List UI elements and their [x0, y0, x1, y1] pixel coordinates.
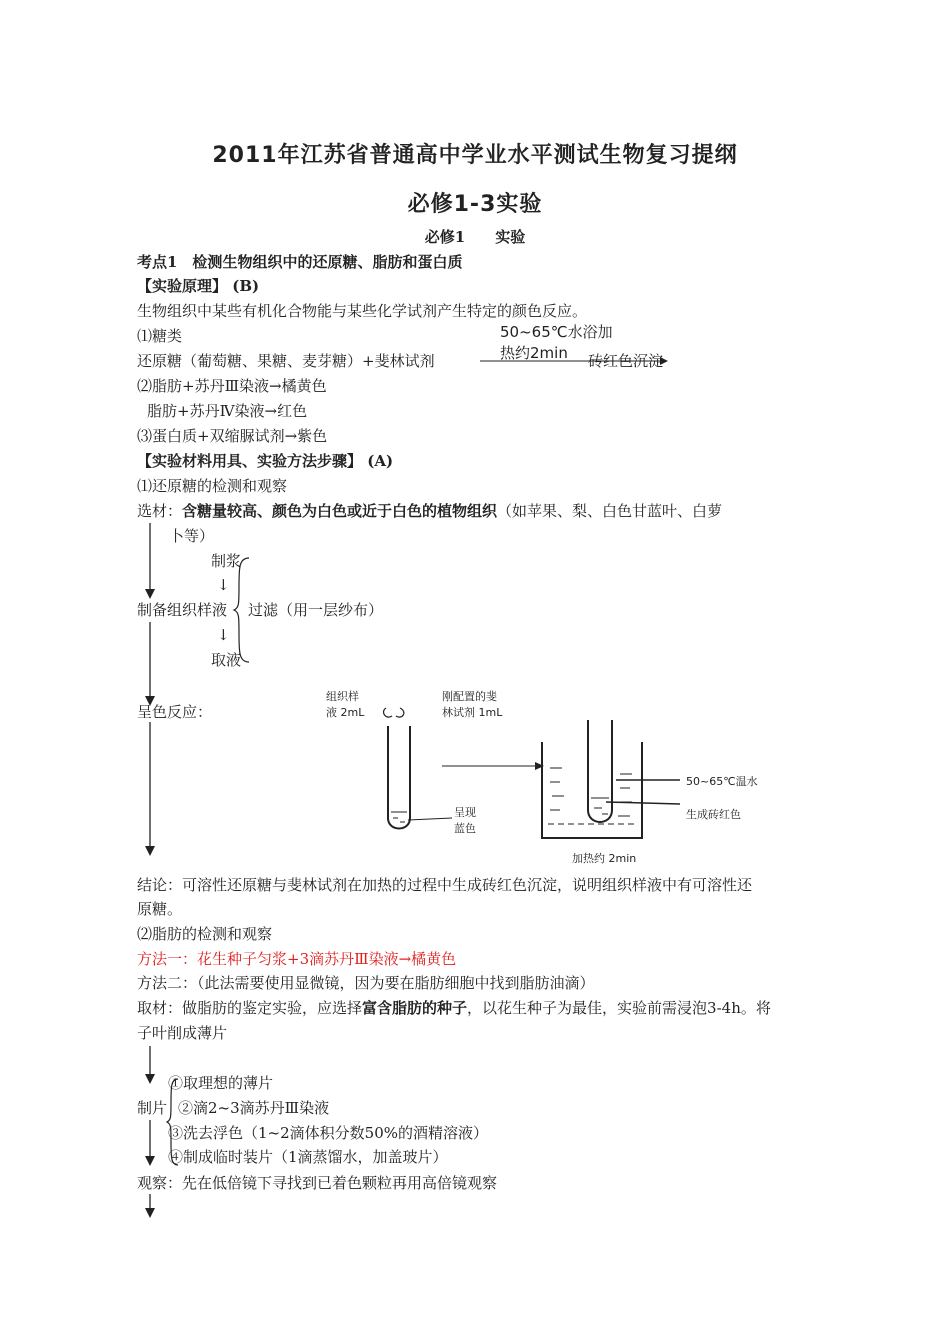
take-rest-2: 子叶削成薄片 [137, 1024, 228, 1042]
test-tube-figure [380, 690, 680, 860]
sugar-reaction: 还原糖（葡萄糖、果糖、麦芽糖）+斐林试剂 [137, 352, 435, 370]
sugar-result: 砖红色沉淀 [588, 352, 664, 370]
fig-label-heat: 加热约 2min [572, 852, 637, 865]
section-heading: 必修1 实验 [424, 228, 526, 246]
principle-heading: 【实验原理】 (B) [137, 277, 260, 295]
fig-label-precipitate: 生成砖红色 [686, 808, 741, 821]
page-subtitle: 必修1-3实验 [407, 192, 543, 217]
select-line [137, 501, 722, 521]
sugar-detect-title: ⑴还原糖的检测和观察 [137, 477, 288, 495]
method-two: 方法二：（此法需要使用显微镜，因为要在脂肪细胞中找到脂肪油滴） [137, 974, 595, 992]
flow-arrow-down-1: ↓ [217, 576, 230, 594]
materials-heading: 【实验材料用具、实验方法步骤】 (A) [137, 452, 394, 470]
sugar-condition-bottom: 热约2min [500, 344, 568, 362]
fig-label-blue: 呈现 [454, 806, 476, 819]
fig-label-blue-b: 蓝色 [454, 822, 476, 835]
sugar-condition-top: 50~65℃水浴加 [500, 323, 613, 341]
flow-arrow-1 [144, 523, 156, 601]
select-label: 选材： [137, 502, 183, 520]
color-reaction-label: 呈色反应： [137, 703, 213, 721]
fig-label-reagent-b: 林试剂 1mL [442, 706, 503, 719]
flow-arrow-3 [144, 722, 156, 860]
fig-label-sample: 组织样 [326, 690, 359, 703]
flow-step-3: 取液 [211, 651, 242, 669]
slice-step-1: ①取理想的薄片 [168, 1074, 274, 1092]
conclusion-line-2: 原糖。 [137, 900, 183, 918]
flow-step-1: 制浆 [211, 552, 242, 570]
fat-detect-title: ⑵脂肪的检测和观察 [137, 925, 273, 943]
flow-arrow-2 [144, 622, 156, 708]
take-label: 取材：做脂肪的鉴定实验，应选择 [137, 999, 363, 1017]
take-rest: ，以花生种子为最佳，实验前需浸泡3-4h。将 [467, 999, 771, 1017]
flow-arrow-5 [144, 1120, 156, 1170]
principle-text: 生物组织中某些有机化合物能与某些化学试剂产生特定的颜色反应。 [137, 302, 588, 320]
sugar-item: ⑴糖类 [137, 327, 183, 345]
flow-main: 制备组织样液 [137, 601, 228, 619]
slice-step-4: ④制成临时装片（1滴蒸馏水，加盖玻片） [168, 1148, 448, 1166]
flow-arrow-down-2: ↓ [217, 626, 230, 644]
select-bold: 含糖量较高、颜色为白色或近于白色的植物组织 [182, 502, 498, 520]
flow-arrow-4 [144, 1046, 156, 1088]
protein-reaction: ⑶蛋白质+双缩脲试剂→紫色 [137, 427, 328, 445]
conclusion-line-1: 结论：可溶性还原糖与斐林试剂在加热的过程中生成砖红色沉淀，说明组织样液中有可溶性还 [137, 876, 753, 894]
observe-line: 观察：先在低倍镜下寻找到已着色颗粒再用高倍镜观察 [137, 1174, 498, 1192]
kaodian-heading: 考点1 检测生物组织中的还原糖、脂肪和蛋白质 [137, 253, 463, 271]
fat-reaction-1: ⑵脂肪+苏丹Ⅲ染液→橘黄色 [137, 377, 327, 395]
fig-label-water: 50~65℃温水 [686, 775, 758, 788]
select-rest-2: 卜等） [169, 527, 215, 545]
select-rest: （如苹果、梨、白色甘蓝叶、白萝 [497, 502, 723, 520]
fig-label-reagent: 刚配置的斐 [442, 690, 497, 703]
method-one: 方法一：花生种子匀浆+3滴苏丹Ⅲ染液→橘黄色 [137, 950, 457, 968]
slice-label: 制片 [137, 1099, 168, 1117]
page-title: 2011年江苏省普通高中学业水平测试生物复习提纲 [212, 143, 738, 168]
slice-step-2: ②滴2~3滴苏丹Ⅲ染液 [178, 1099, 330, 1117]
take-bold: 富含脂肪的种子 [362, 999, 468, 1017]
fig-label-sample-b: 液 2mL [326, 706, 365, 719]
fat-reaction-2: 脂肪+苏丹Ⅳ染液→红色 [147, 402, 308, 420]
slice-step-3: ③洗去浮色（1~2滴体积分数50%的酒精溶液） [168, 1124, 488, 1142]
flow-step-2: 过滤（用一层纱布） [248, 601, 384, 619]
flow-arrow-6 [144, 1194, 156, 1224]
take-line [137, 998, 771, 1018]
